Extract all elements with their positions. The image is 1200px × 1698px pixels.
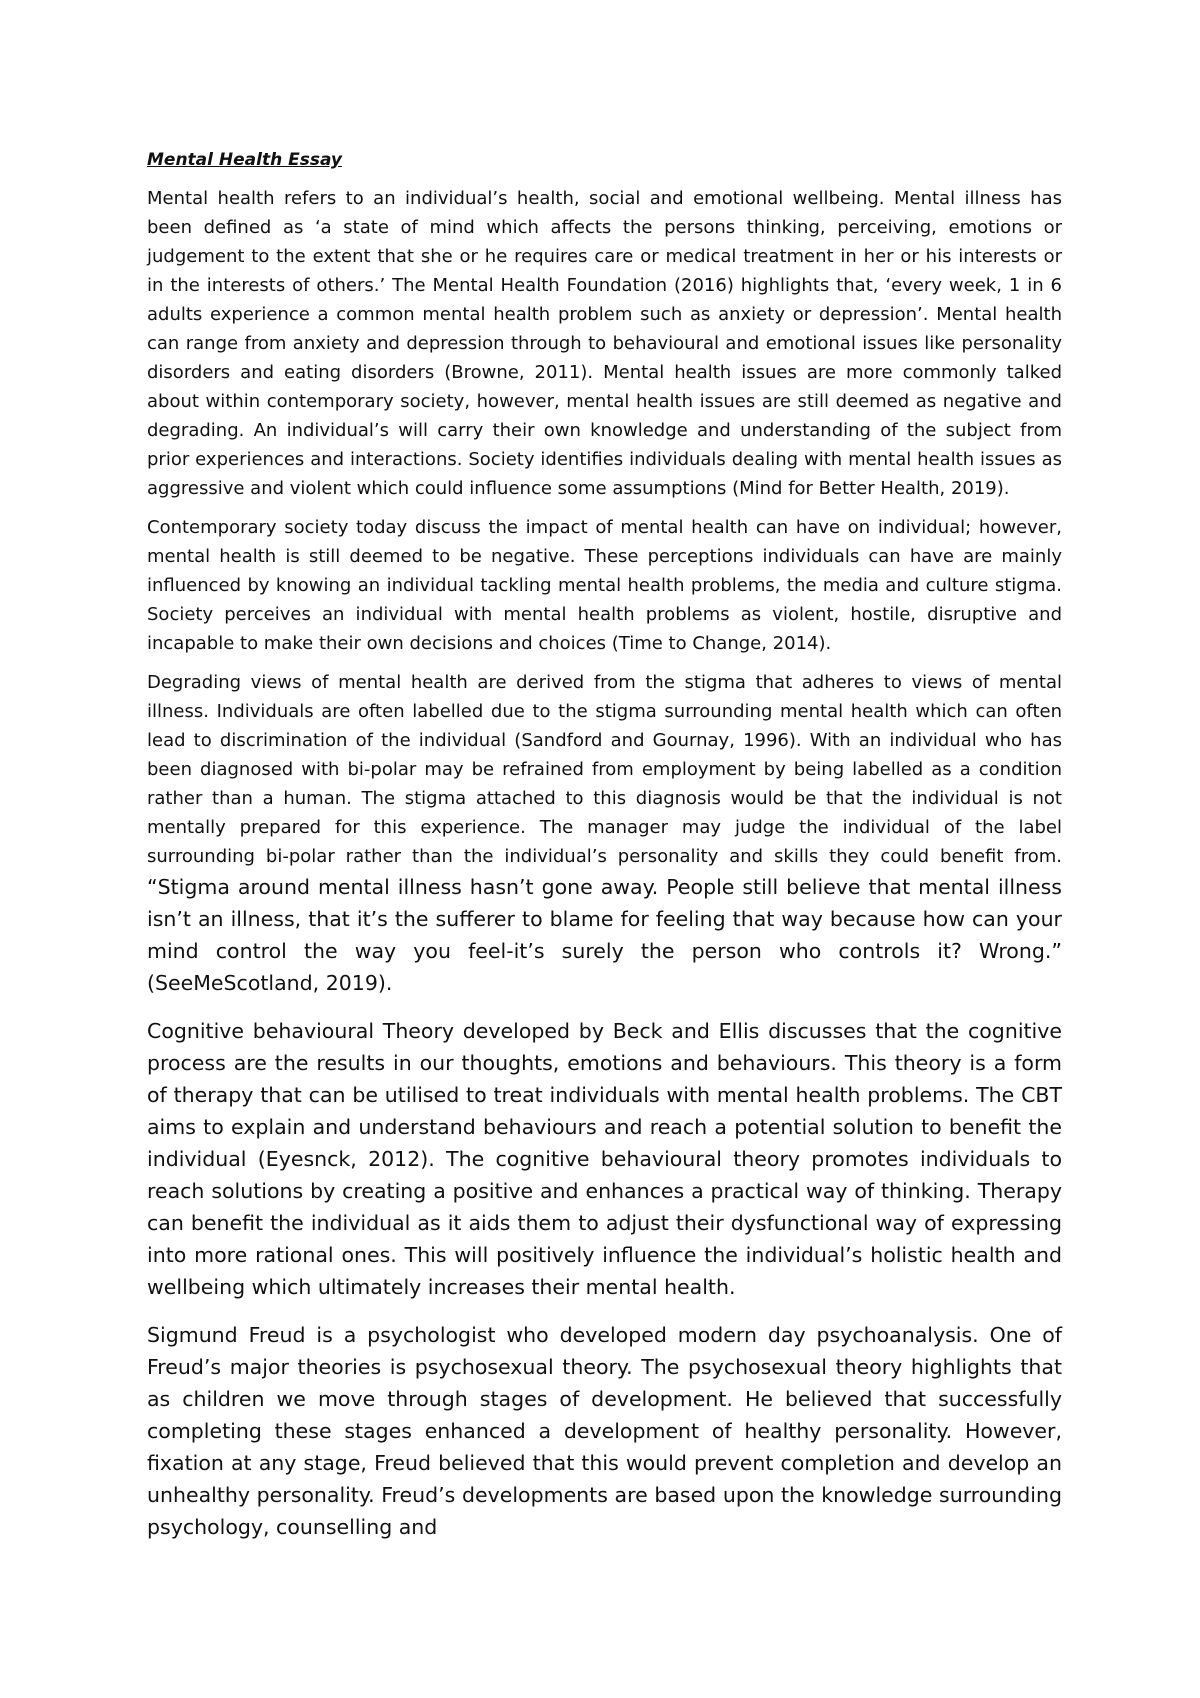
paragraph-contemporary-society: Contemporary society today discuss the impact of mental health can have on individual; however, mental health is still deemed to be negative. These perceptions individuals can have are mainly influenced by knowing an individual tackling mental health problems, the media and culture stigma. Society perceives an individual with mental health problems as violent, hostile, disruptive and incapable to make their own decisions and choices (Time to Change, 2014). — [147, 517, 1062, 654]
seemescotland-quote: “Stigma around mental illness hasn’t gone away. People still believe that mental illness isn’t an illness, that it’s the sufferer to blame for feeling that way because how can your mind control the way you feel-it’s surely the person who controls it? Wrong.” (SeeMeScotland, 2019). — [147, 875, 1062, 995]
essay-title: Mental Health Essay — [147, 150, 342, 170]
degrading-views-text: Degrading views of mental health are derived from the stigma that adheres to views of mental illness. Individuals are often labelled due to the stigma surrounding mental health which can often lead to discrimination of the individual (Sandford and Gournay, 1996). With an individual who has been diagnosed with bi-polar may be refrained from employment by being labelled as a condition rather than a human. The stigma attached to this diagnosis would be that the individual is not mentally prepared for this experience. The manager may judge the individual of the label surrounding bi-polar rather than the individual’s personality and skills they could benefit from. — [147, 672, 1062, 867]
paragraph-degrading-views — [147, 668, 1062, 999]
paragraph-sigmund-freud: Sigmund Freud is a psychologist who developed modern day psychoanalysis. One of Freud’s major theories is psychosexual theory. The psychosexual theory highlights that as children we move through stages of development. He believed that successfully completing these stages enhanced a development of healthy personality. However, fixation at any stage, Freud believed that this would prevent completion and develop an unhealthy personality. Freud’s developments are based upon the knowledge surrounding psychology, counselling and — [147, 1323, 1062, 1539]
essay-body — [147, 148, 1062, 1559]
paragraph-intro: Mental health refers to an individual’s health, social and emotional wellbeing. Mental illness has been defined as ‘a state of mind which affects the persons thinking, perceiving, emotions or judgement to the extent that she or he requires care or medical treatment in her or his interests or in the interests of others.’ The Mental Health Foundation (2016) highlights that, ‘every week, 1 in 6 adults experience a common mental health problem such as anxiety or depression’. Mental health can range from anxiety and depression through to behavioural and emotional issues like personality disorders and eating disorders (Browne, 2011). Mental health issues are more commonly talked about within contemporary society, however, mental health issues are still deemed as negative and degrading. An individual’s will carry their own knowledge and understanding of the subject from prior experiences and interactions. Society identifies individuals dealing with mental health issues as aggressive and violent which could influence some assumptions (Mind for Better Health, 2019). — [147, 188, 1062, 499]
paragraph-cognitive-behavioural-theory: Cognitive behavioural Theory developed by Beck and Ellis discusses that the cognitive process are the results in our thoughts, emotions and behaviours. This theory is a form of therapy that can be utilised to treat individuals with mental health problems. The CBT aims to explain and understand behaviours and reach a potential solution to benefit the individual (Eyesnck, 2012). The cognitive behavioural theory promotes individuals to reach solutions by creating a positive and enhances a practical way of thinking. Therapy can benefit the individual as it aids them to adjust their dysfunctional way of expressing into more rational ones. This will positively influence the individual’s holistic health and wellbeing which ultimately increases their mental health. — [147, 1019, 1062, 1299]
